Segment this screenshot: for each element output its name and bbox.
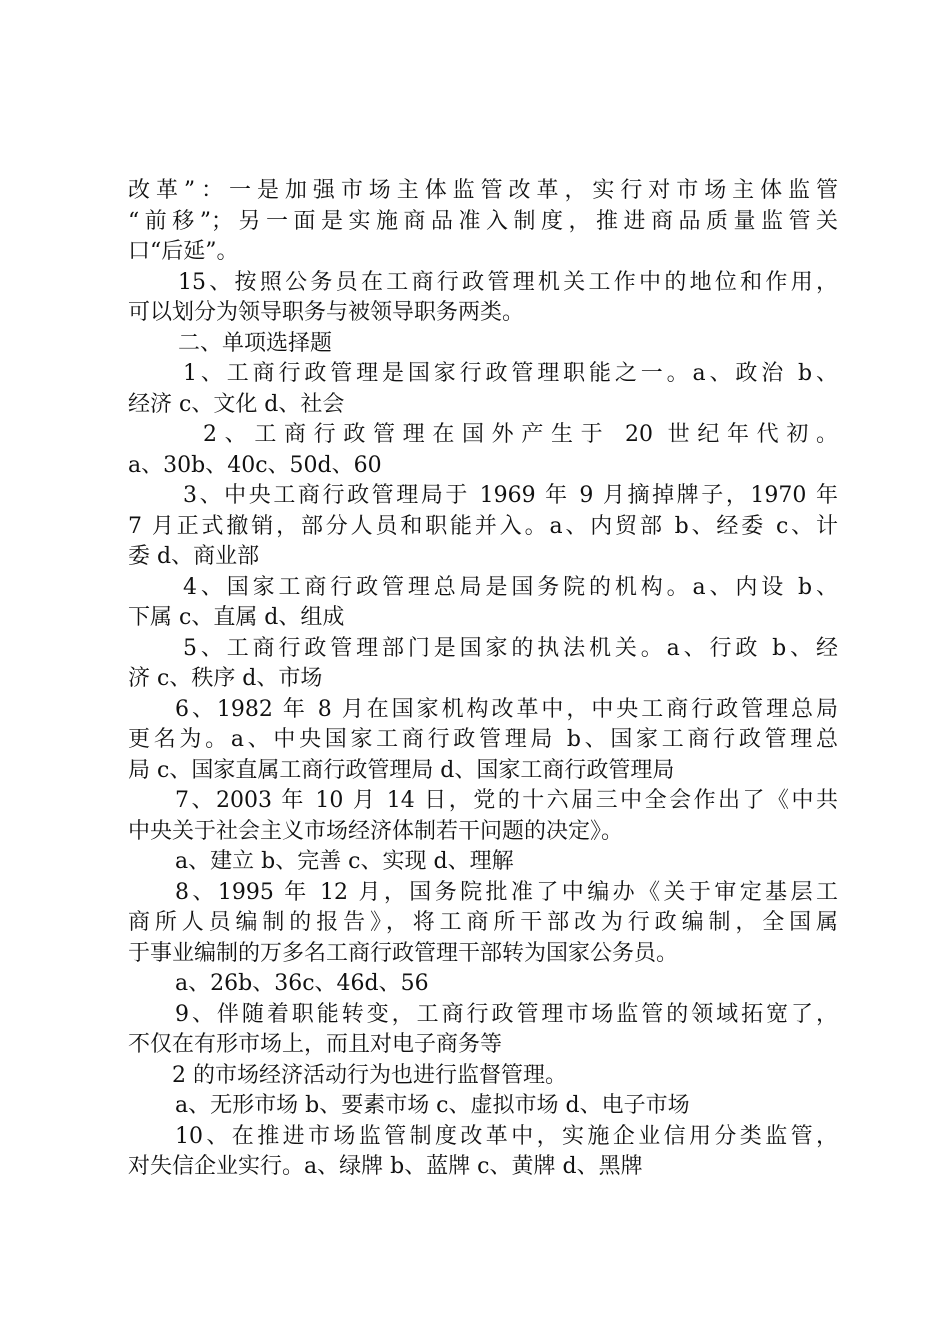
text-line: a、30b、40c、50d、60 <box>128 452 382 478</box>
question-8: 8、1995 年 12 月，国务院批准了中编办《关于审定基层工 <box>175 879 838 905</box>
text-line: 商所人员编制的报告》，将工商所干部改为行政编制，全国属 <box>128 910 838 935</box>
text-line: 7 月正式撤销，部分人员和职能并入。a、内贸部 b、经委 c、计 <box>128 513 838 539</box>
text-line: 济 c、秩序 d、市场 <box>128 666 323 691</box>
text-line: 口“后延”。 <box>128 239 239 264</box>
question-4: 4、国家工商行政管理总局是国务院的机构。a、内设 b、 <box>183 574 838 600</box>
text-line: 对失信企业实行。a、绿牌 b、蓝牌 c、黄牌 d、黑牌 <box>128 1154 643 1179</box>
answer-options: a、26b、36c、46d、56 <box>175 971 429 996</box>
question-7: 7、2003 年 10 月 14 日，党的十六届三中全会作出了《中共 <box>175 788 838 813</box>
text-line: 更名为。a、中央国家工商行政管理局 b、国家工商行政管理总 <box>128 727 838 752</box>
question-15: 15、按照公务员在工商行政管理机关工作中的地位和作用， <box>178 269 838 295</box>
answer-options: a、建立 b、完善 c、实现 d、理解 <box>175 849 514 874</box>
text-line: 2 的市场经济活动行为也进行监督管理。 <box>172 1062 567 1088</box>
question-1: 1、工商行政管理是国家行政管理职能之一。a、政治 b、 <box>183 361 838 386</box>
text-line: 委 d、商业部 <box>128 544 260 569</box>
text-line: 经济 c、文化 d、社会 <box>128 391 345 417</box>
text-line: 不仅在有形市场上，而且对电子商务等 <box>128 1032 503 1057</box>
question-2: 2、工商行政管理在国外产生于 20 世纪年代初。 <box>203 422 838 447</box>
question-5: 5、工商行政管理部门是国家的执法机关。a、行政 b、经 <box>183 635 838 661</box>
text-line: 局 c、国家直属工商行政管理局 d、国家工商行政管理局 <box>128 757 675 783</box>
question-10: 10、在推进市场监管制度改革中，实施企业信用分类监管， <box>175 1123 838 1149</box>
answer-options: a、无形市场 b、要素市场 c、虚拟市场 d、电子市场 <box>175 1093 690 1118</box>
text-line: “前移”；另一面是实施商品准入制度，推进商品质量监管关 <box>128 208 838 234</box>
question-3: 3、中央工商行政管理局于 1969 年 9 月摘掉牌子，1970 年 <box>183 483 838 508</box>
document-body <box>128 176 838 1183</box>
text-line: 改革”：一是加强市场主体监管改革，实行对市场主体监管 <box>128 178 838 203</box>
section-heading: 二、单项选择题 <box>178 330 333 356</box>
question-6: 6、1982 年 8 月在国家机构改革中，中央工商行政管理总局 <box>175 696 838 722</box>
text-line: 于事业编制的万多名工商行政管理干部转为国家公务员。 <box>128 940 679 966</box>
text-line: 可以划分为领导职务与被领导职务两类。 <box>128 300 525 325</box>
text-line: 中央关于社会主义市场经济体制若干问题的决定》。 <box>128 818 624 844</box>
text-line: 下属 c、直属 d、组成 <box>128 605 345 630</box>
question-9: 9、伴随着职能转变，工商行政管理市场监管的领域拓宽了， <box>175 1001 838 1027</box>
